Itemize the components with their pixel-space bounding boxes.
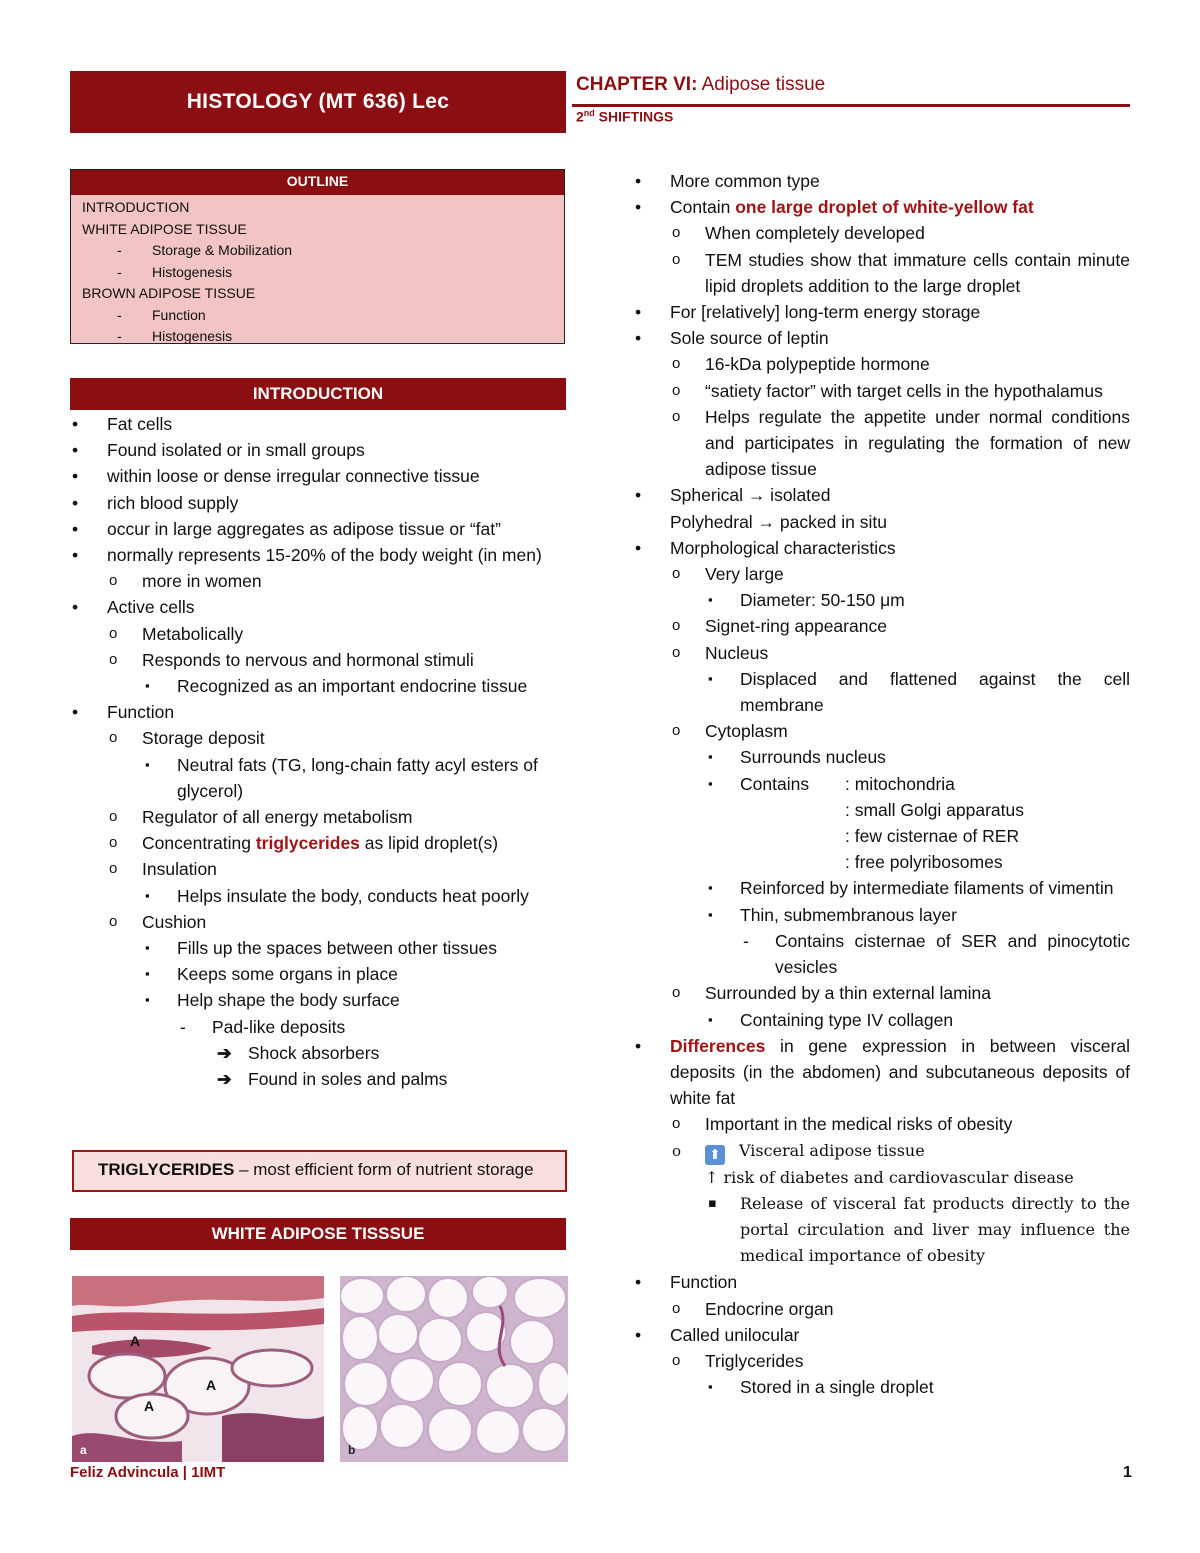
- list-item: • Active cells: [70, 594, 566, 620]
- list-subitem: o Responds to nervous and hormonal stimuli: [70, 647, 566, 673]
- micrograph-a-image: [72, 1276, 324, 1462]
- list-subitem: o “satiety factor” with target cells in the hypothalamus: [633, 378, 1130, 404]
- introduction-heading: INTRODUCTION: [70, 378, 566, 410]
- list-subitem: o Metabolically: [70, 621, 566, 647]
- list-item: • More common type: [633, 168, 1130, 194]
- list-item: • For [relatively] long-term energy storage: [633, 299, 1130, 325]
- outline-subitem-label: Storage & Mobilization: [152, 242, 293, 258]
- list-continuation: Polyhedral → packed in situ: [670, 511, 887, 532]
- list-subitem: o Regulator of all energy metabolism: [70, 804, 566, 830]
- list-subsubitem: ▪ Keeps some organs in place: [70, 961, 566, 987]
- list-subsubitem: ▪ Reinforced by intermediate filaments of vimentin: [633, 875, 1130, 901]
- list-subsubitem: ▪ Containing type IV collagen: [633, 1007, 1130, 1033]
- arrow-up-icon: ⬆: [705, 1145, 725, 1165]
- panel-label-a: a: [80, 1443, 87, 1457]
- list-subitem: o When completely developed: [633, 220, 1130, 246]
- white-adipose-heading: WHITE ADIPOSE TISSSUE: [70, 1218, 566, 1250]
- list-subitem: o Very large: [633, 561, 1130, 587]
- shift-number: 2: [576, 108, 584, 125]
- outline-item: BROWN ADIPOSE TISSUE: [82, 285, 256, 301]
- dash: -: [117, 263, 122, 280]
- outline-subitem: [82, 262, 564, 284]
- list-subitem: o Important in the medical risks of obesity: [633, 1111, 1130, 1137]
- list-subitem: o Nucleus: [633, 640, 1130, 666]
- outline-box: [70, 169, 565, 344]
- list-subitem: o Triglycerides: [633, 1348, 1130, 1374]
- outline-subitem-label: Histogenesis: [152, 328, 233, 344]
- course-title-banner: [70, 71, 566, 133]
- outline-subitem: [82, 326, 564, 348]
- list-item: • Function: [633, 1269, 1130, 1295]
- list-item: • occur in large aggregates as adipose tissue or “fat”: [70, 516, 566, 542]
- introduction-list: [70, 411, 566, 1092]
- header-divider: [572, 104, 1130, 107]
- callout-term: TRIGLYCERIDES: [98, 1160, 235, 1179]
- list-subsubitem: ▪ Fills up the spaces between other tissues: [70, 935, 566, 961]
- label-a: A: [206, 1377, 217, 1393]
- callout-definition: – most efficient form of nutrient storage: [234, 1160, 534, 1179]
- list-continuation: ↑ risk of diabetes and cardiovascular disease: [705, 1167, 1074, 1187]
- list-subitem: o Signet-ring appearance: [633, 613, 1130, 639]
- list-subsubitem: ▪ Release of visceral fat products directly to the portal circulation and liver may influence the medical importance of obesity: [633, 1191, 1130, 1270]
- list-subsubitem: ▪ Surrounds nucleus: [633, 744, 1130, 770]
- panel-label-b: b: [348, 1443, 356, 1457]
- list-subsubitem: ▪ Helps insulate the body, conducts heat poorly: [70, 883, 566, 909]
- list-subitem: o Storage deposit: [70, 725, 566, 751]
- highlight-triglycerides: triglycerides: [255, 833, 360, 854]
- chapter-title: Adipose tissue: [697, 74, 826, 95]
- list-subsubitem: ▪ Displaced and flattened against the cell membrane: [633, 666, 1130, 718]
- text: as lipid droplet(s): [359, 833, 499, 854]
- dash: -: [117, 242, 122, 258]
- contains-value: : few cisternae of RER: [845, 826, 1020, 847]
- list-subsubitem: ▪ Thin, submembranous layer: [633, 902, 1130, 928]
- chapter-heading: [576, 74, 825, 96]
- list-item: • Morphological characteristics: [633, 535, 1130, 561]
- list-arrow-item: ➔ Shock absorbers: [70, 1040, 566, 1066]
- list-dash-item: - Contains cisternae of SER and pinocytotic vesicles: [633, 928, 1130, 980]
- label-a: A: [144, 1398, 155, 1414]
- list-subitem: o Helps regulate the appetite under normal conditions and participates in regulating the formation of new adipose tissue: [633, 404, 1130, 483]
- list-subsubitem: ▪ Recognized as an important endocrine tissue: [70, 673, 566, 699]
- list-subitem: [70, 830, 566, 856]
- white-adipose-list: [633, 168, 1130, 1400]
- list-subitem: o more in women: [70, 568, 566, 594]
- list-subitem: o Cytoplasm: [633, 718, 1130, 744]
- dash: -: [117, 306, 122, 323]
- list-subsubitem: ▪ Stored in a single droplet: [633, 1374, 1130, 1400]
- label-a: A: [130, 1333, 141, 1349]
- highlight-differences: Differences: [670, 1035, 766, 1056]
- outline-subitem-label: Function: [152, 306, 206, 323]
- list-item: • rich blood supply: [70, 490, 566, 516]
- footer-author: Feliz Advincula | 1IMT: [70, 1464, 226, 1481]
- list-item: • Function: [70, 699, 566, 725]
- text: Visceral adipose tissue: [739, 1140, 925, 1160]
- contains-value: : free polyribosomes: [845, 852, 1003, 873]
- list-arrow-item: ➔ Found in soles and palms: [70, 1066, 566, 1092]
- chapter-label: CHAPTER VI:: [576, 74, 698, 95]
- outline-subitem: [82, 240, 564, 262]
- outline-item: INTRODUCTION: [82, 199, 190, 215]
- dash: -: [117, 328, 122, 344]
- list-subitem: o Endocrine organ: [633, 1296, 1130, 1322]
- outline-item: WHITE ADIPOSE TISSUE: [82, 220, 247, 237]
- outline-subitem: [82, 305, 564, 327]
- list-item: [633, 1033, 1130, 1112]
- contains-value: : mitochondria: [845, 773, 955, 794]
- list-item: • normally represents 15-20% of the body weight (in men): [70, 542, 566, 568]
- page-number: 1: [1123, 1464, 1132, 1481]
- list-subitem: o TEM studies show that immature cells contain minute lipid droplets addition to the large droplet: [633, 247, 1130, 299]
- list-subsubitem: ▪ Neutral fats (TG, long-chain fatty acyl esters of glycerol): [70, 752, 566, 804]
- list-item: [633, 194, 1130, 220]
- course-title: HISTOLOGY (MT 636) Lec: [186, 90, 450, 113]
- text: in gene expression in between visceral deposits (in the abdomen) and subcutaneous deposits of white fat: [670, 1035, 1130, 1109]
- list-subsubitem: ▪ Help shape the body surface: [70, 987, 566, 1013]
- outline-title: OUTLINE: [71, 170, 564, 195]
- list-item: • Called unilocular: [633, 1322, 1130, 1348]
- highlight-droplet: one large droplet of white-yellow fat: [735, 197, 1034, 218]
- text: Concentrating: [142, 833, 256, 854]
- list-item: • Spherical → isolated: [633, 482, 1130, 508]
- list-subitem: [633, 1138, 1130, 1165]
- triglycerides-callout: [72, 1150, 567, 1192]
- outline-list: [71, 195, 564, 348]
- list-item: • Found isolated or in small groups: [70, 437, 566, 463]
- list-subitem: o Surrounded by a thin external lamina: [633, 980, 1130, 1006]
- list-subitem: o 16-kDa polypeptide hormone: [633, 351, 1130, 377]
- micrograph-b-image: [340, 1276, 568, 1462]
- list-subitem: o Cushion: [70, 909, 566, 935]
- list-subitem: o Insulation: [70, 856, 566, 882]
- list-dash-item: - Pad-like deposits: [70, 1014, 566, 1040]
- contains-label: Contains: [740, 773, 810, 794]
- contains-value: : small Golgi apparatus: [845, 799, 1024, 820]
- shift-text: SHIFTINGS: [594, 108, 674, 125]
- list-item: • Fat cells: [70, 411, 566, 437]
- list-subsubitem: ▪ Diameter: 50-150 μm: [633, 587, 1130, 613]
- list-item: • Sole source of leptin: [633, 325, 1130, 351]
- text: Contain: [670, 197, 736, 218]
- list-item: • within loose or dense irregular connective tissue: [70, 463, 566, 489]
- shift-superscript: nd: [583, 108, 595, 118]
- outline-subitem-label: Histogenesis: [152, 263, 233, 280]
- shifting-label: [576, 108, 673, 125]
- list-subsubitem: [633, 771, 1130, 797]
